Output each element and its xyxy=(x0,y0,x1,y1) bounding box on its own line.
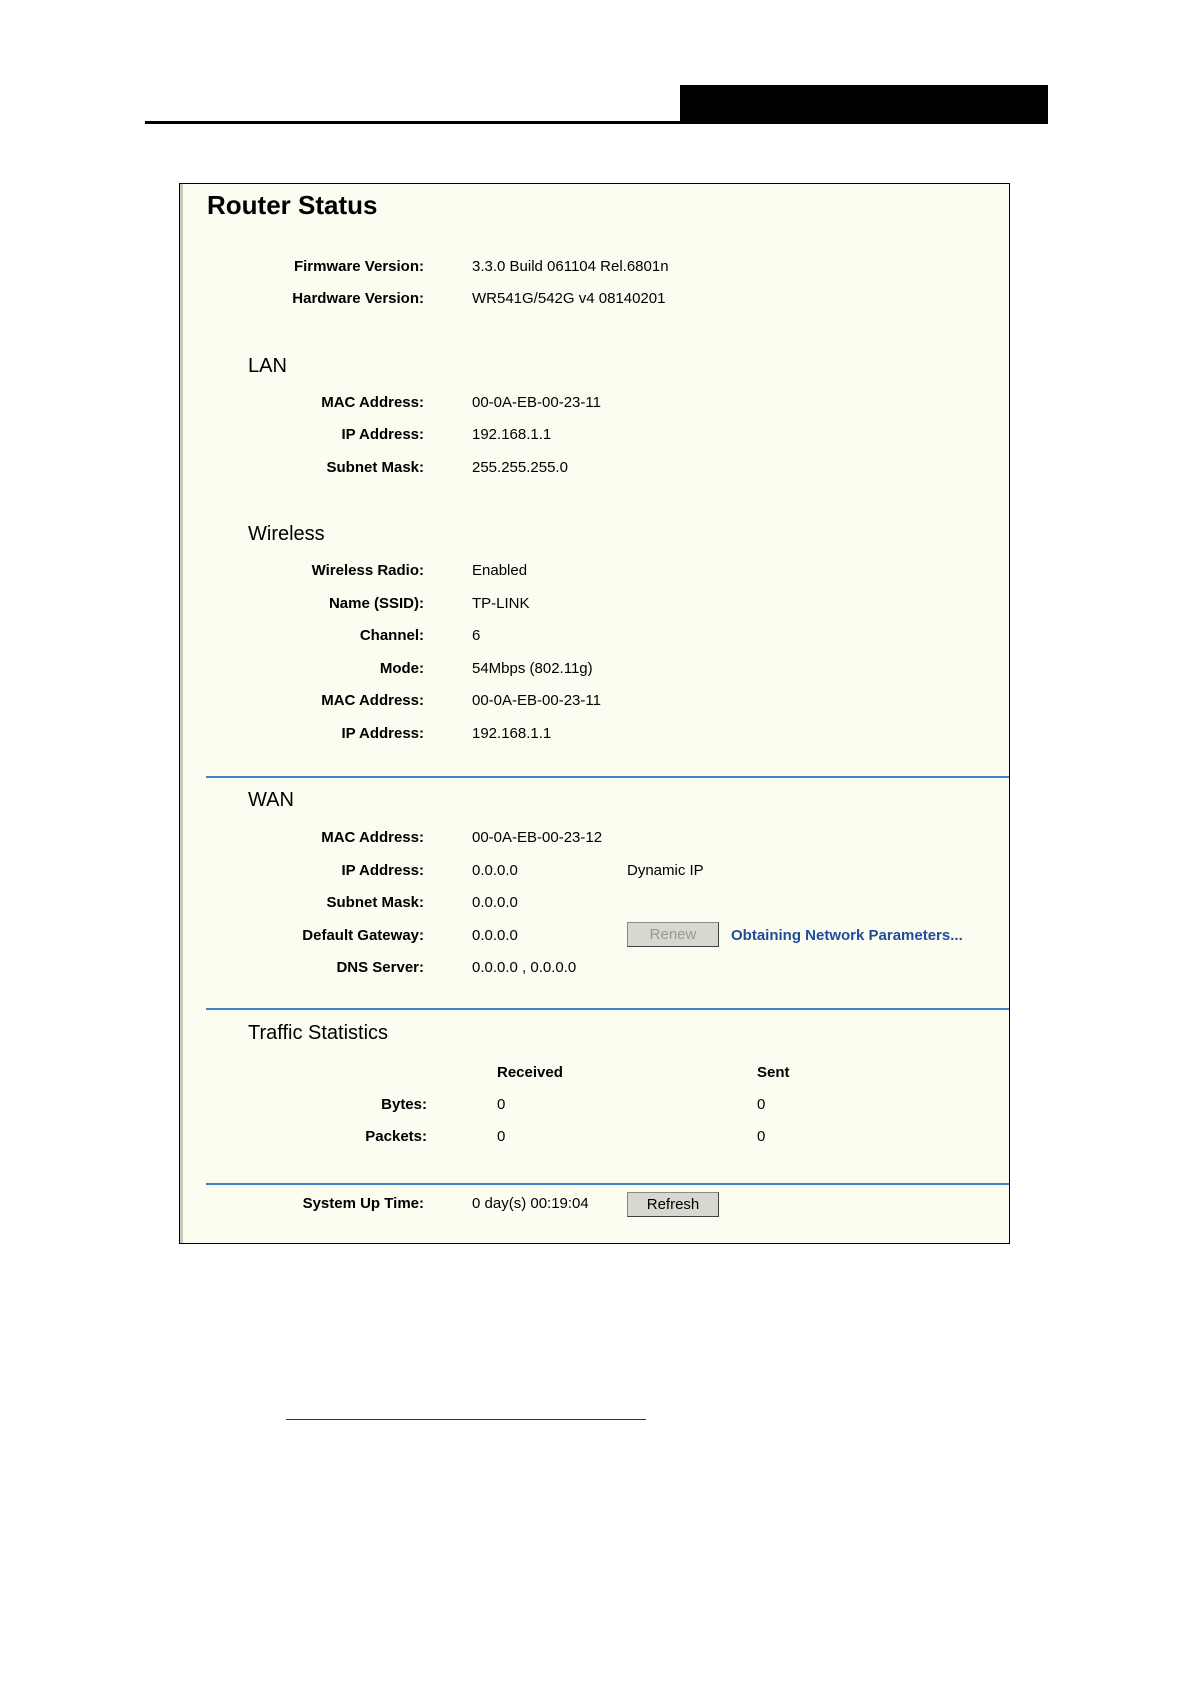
lan-heading: LAN xyxy=(248,355,287,377)
traffic-packets-sent: 0 xyxy=(757,1128,766,1145)
hardware-version-value: WR541G/542G v4 08140201 xyxy=(472,290,666,307)
renew-button[interactable]: Renew xyxy=(627,922,719,947)
wireless-mac-value: 00-0A-EB-00-23-11 xyxy=(472,692,601,709)
traffic-bytes-sent: 0 xyxy=(757,1096,766,1113)
wan-dns-label: DNS Server: xyxy=(336,959,424,976)
lan-ip-value: 192.168.1.1 xyxy=(472,426,552,443)
traffic-sent-header: Sent xyxy=(757,1064,790,1081)
lan-subnet-label: Subnet Mask: xyxy=(326,459,424,476)
uptime-label: System Up Time: xyxy=(302,1195,424,1212)
wan-ip-label: IP Address: xyxy=(341,862,424,879)
wireless-radio-value: Enabled xyxy=(472,562,528,579)
wireless-ip-value: 192.168.1.1 xyxy=(472,725,552,742)
wireless-channel-label: Channel: xyxy=(359,627,424,644)
panel-edge xyxy=(180,184,183,1243)
traffic-received-header: Received xyxy=(497,1064,563,1081)
lan-mac-value: 00-0A-EB-00-23-11 xyxy=(472,394,601,411)
wan-heading: WAN xyxy=(248,789,294,811)
document-header-rule xyxy=(145,121,1047,124)
firmware-version-value: 3.3.0 Build 061104 Rel.6801n xyxy=(472,258,669,275)
wireless-mac-label: MAC Address: xyxy=(321,692,424,709)
traffic-packets-label: Packets: xyxy=(365,1128,427,1145)
lan-ip-label: IP Address: xyxy=(341,426,424,443)
wireless-ip-label: IP Address: xyxy=(341,725,424,742)
traffic-bytes-received: 0 xyxy=(497,1096,506,1113)
wireless-ssid-value: TP-LINK xyxy=(472,595,530,612)
lan-mac-label: MAC Address: xyxy=(321,394,424,411)
page-title: Router Status xyxy=(207,190,378,220)
wireless-radio-label: Wireless Radio: xyxy=(311,562,424,579)
document-link-underline xyxy=(286,1419,646,1420)
wireless-ssid-label: Name (SSID): xyxy=(328,595,424,612)
hardware-version-label: Hardware Version: xyxy=(292,290,424,307)
section-divider xyxy=(206,1008,1009,1010)
wan-connection-type: Dynamic IP xyxy=(627,862,704,879)
wan-mac-label: MAC Address: xyxy=(321,829,424,846)
firmware-version-label: Firmware Version: xyxy=(293,258,424,275)
section-divider xyxy=(206,1183,1009,1185)
wan-gateway-label: Default Gateway: xyxy=(302,927,424,944)
wan-subnet-label: Subnet Mask: xyxy=(326,894,424,911)
wan-gateway-value: 0.0.0.0 xyxy=(472,927,518,944)
wan-subnet-value: 0.0.0.0 xyxy=(472,894,518,911)
wan-status-text: Obtaining Network Parameters... xyxy=(731,927,963,944)
router-status-panel xyxy=(179,183,1010,1244)
wan-mac-value: 00-0A-EB-00-23-12 xyxy=(472,829,603,846)
uptime-value: 0 day(s) 00:19:04 xyxy=(472,1195,589,1212)
wan-dns-value: 0.0.0.0 , 0.0.0.0 xyxy=(472,959,577,976)
traffic-bytes-label: Bytes: xyxy=(381,1096,427,1113)
wireless-mode-value: 54Mbps (802.11g) xyxy=(472,660,593,677)
wan-ip-value: 0.0.0.0 xyxy=(472,862,518,879)
traffic-packets-received: 0 xyxy=(497,1128,506,1145)
document-header-tab xyxy=(680,85,1048,124)
section-divider xyxy=(206,776,1009,778)
refresh-button[interactable]: Refresh xyxy=(627,1192,719,1217)
wireless-heading: Wireless xyxy=(248,523,325,545)
wireless-mode-label: Mode: xyxy=(379,660,424,677)
traffic-heading: Traffic Statistics xyxy=(248,1022,389,1044)
wireless-channel-value: 6 xyxy=(472,627,481,644)
lan-subnet-value: 255.255.255.0 xyxy=(472,459,568,476)
